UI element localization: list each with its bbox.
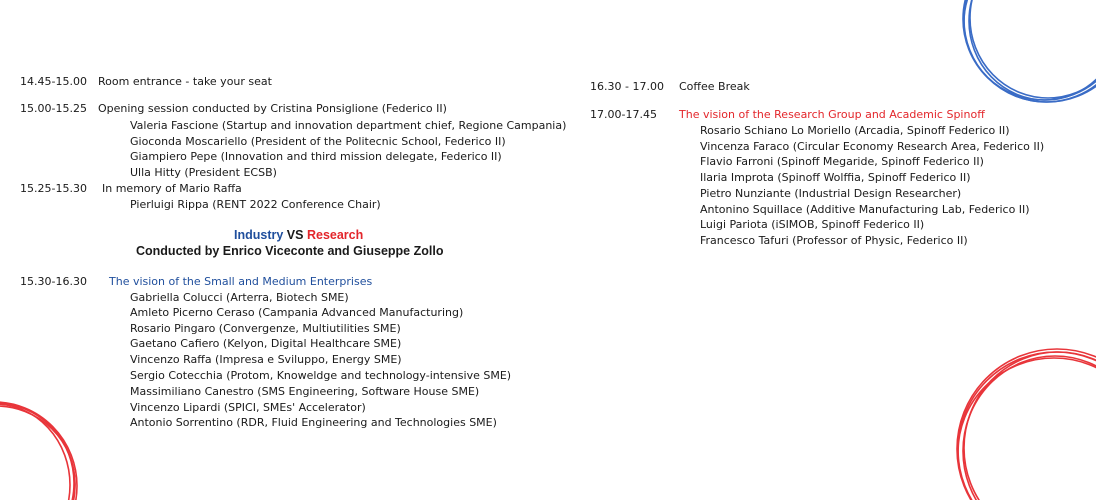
blue-circle-decoration [956,0,1096,110]
session-time: 15.25-15.30 [20,182,87,195]
panel-word-vs: VS [286,228,304,242]
speaker-item: Rosario Pingaro (Convergenze, Multiutilities SME) [130,322,401,335]
speaker-item: Gioconda Moscariello (President of the Politecnic School, Federico II) [130,135,506,148]
red-circle-decoration-right [936,330,1096,500]
speaker-item: Antonio Sorrentino (RDR, Fluid Engineering and Technologies SME) [130,416,497,429]
session-time: 14.45-15.00 [20,75,87,88]
panel-title [234,228,363,242]
session-title: Room entrance - take your seat [98,75,272,88]
speaker-item: Gaetano Cafiero (Kelyon, Digital Healthcare SME) [130,337,402,350]
session-title: Opening session conducted by Cristina Ponsiglione (Federico II) [98,102,447,115]
speaker-item: Sergio Cotecchia (Protom, Knoweldge and technology-intensive SME) [130,369,512,382]
speaker-item: Massimiliano Canestro (SMS Engineering, Software House SME) [130,385,480,398]
speaker-item: Amleto Picerno Ceraso (Campania Advanced Manufacturing) [130,306,464,319]
panel-word-industry: Industry [234,228,284,242]
red-circle-decoration-left [0,390,90,500]
speaker-item: Gabriella Colucci (Arterra, Biotech SME) [130,291,349,304]
speaker-item: Pierluigi Rippa (RENT 2022 Conference Chair) [130,198,381,211]
session-title: Coffee Break [679,80,750,93]
speaker-item: Vincenzo Lipardi (SPICI, SMEs' Accelerator) [130,401,366,414]
speaker-item: Rosario Schiano Lo Moriello (Arcadia, Spinoff Federico II) [700,124,1010,137]
panel-subtitle: Conducted by Enrico Viceconte and Giuseppe Zollo [136,244,444,258]
session-title: The vision of the Research Group and Academic Spinoff [679,108,985,121]
speaker-item: Giampiero Pepe (Innovation and third mission delegate, Federico II) [130,150,502,163]
speaker-item: Valeria Fascione (Startup and innovation department chief, Regione Campania) [130,119,567,132]
session-title: The vision of the Small and Medium Enterprises [109,275,373,288]
session-title: In memory of Mario Raffa [102,182,242,195]
speaker-item: Vincenzo Raffa (Impresa e Sviluppo, Energy SME) [130,353,402,366]
panel-word-research: Research [306,228,364,242]
speaker-item: Luigi Pariota (iSIMOB, Spinoff Federico II) [700,218,925,231]
session-time: 15.00-15.25 [20,102,87,115]
speaker-item: Vincenza Faraco (Circular Economy Research Area, Federico II) [700,140,1045,153]
speaker-item: Ulla Hitty (President ECSB) [130,166,277,179]
speaker-item: Antonino Squillace (Additive Manufacturing Lab, Federico II) [700,203,1030,216]
speaker-item: Flavio Farroni (Spinoff Megaride, Spinoff Federico II) [700,155,984,168]
speaker-item: Pietro Nunziante (Industrial Design Researcher) [700,187,962,200]
speaker-item: Ilaria Improta (Spinoff Wolffia, Spinoff Federico II) [700,171,971,184]
speaker-item: Francesco Tafuri (Professor of Physic, Federico II) [700,234,968,247]
session-time: 16.30 - 17.00 [590,80,664,93]
session-time: 15.30-16.30 [20,275,87,288]
session-time: 17.00-17.45 [590,108,657,121]
